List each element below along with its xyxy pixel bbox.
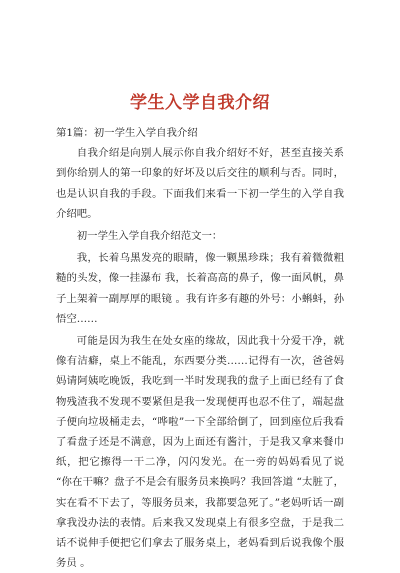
appearance-paragraph: 我，长着乌黑发亮的眼睛，像一颗黑珍珠；我有着微微粗糙的头发，像一挂瀑布 我，长着高高的鼻子，像一面风帆，鼻子上架着一副厚厚的眼镜 。我有许多有趣的外号：小蝌蚪，孙悟空…… bbox=[56, 252, 344, 325]
document-body bbox=[56, 123, 344, 573]
section-heading: 第1篇：初一学生入学自我介绍 bbox=[56, 127, 198, 139]
document-title: 学生入学自我介绍 bbox=[130, 93, 270, 113]
intro-paragraph: 自我介绍是向别人展示你自我介绍好不好，甚至直接关系到你给别人的第一印象的好坏及以后交往的顺利与否。同时，也是认识自我的手段。下面我们来看一下初一学生的入学自我介绍吧。 bbox=[56, 147, 344, 220]
story-paragraph: 可能是因为我生在处女座的缘故，因此我十分爱干净，就像有洁癖，桌上不能乱，东西要分类……记得有一次，爸爸妈妈请阿姨吃晚饭，我吃到一半时发现我的盘子上面已经有了食物残渣我不发现不要紧但是我一发现便再也忍不住了，端起盘子便向垃圾桶走去，“哗啦”一下全部给倒了，回到座位后我看了看盘子还是不满意，因为上面还有酱汁，于是我又拿来餐巾纸，把它擦得一干二净，闪闪发光。在一旁的妈妈看见了说 “你在干嘛？盘子不是会有服务员来换吗？我回答道 “太脏了，实在看不下去了，等服务员来，我都要急死了。”老妈听话一副拿我没办法的表情。后来我又发现桌上有很多空盘，于是我二话不说伸手便把它们拿去了服务桌上，老妈看到后说我像个服务员 。 bbox=[56, 335, 344, 570]
sample-heading-paragraph: 初一学生入学自我介绍范文一： bbox=[76, 230, 223, 243]
